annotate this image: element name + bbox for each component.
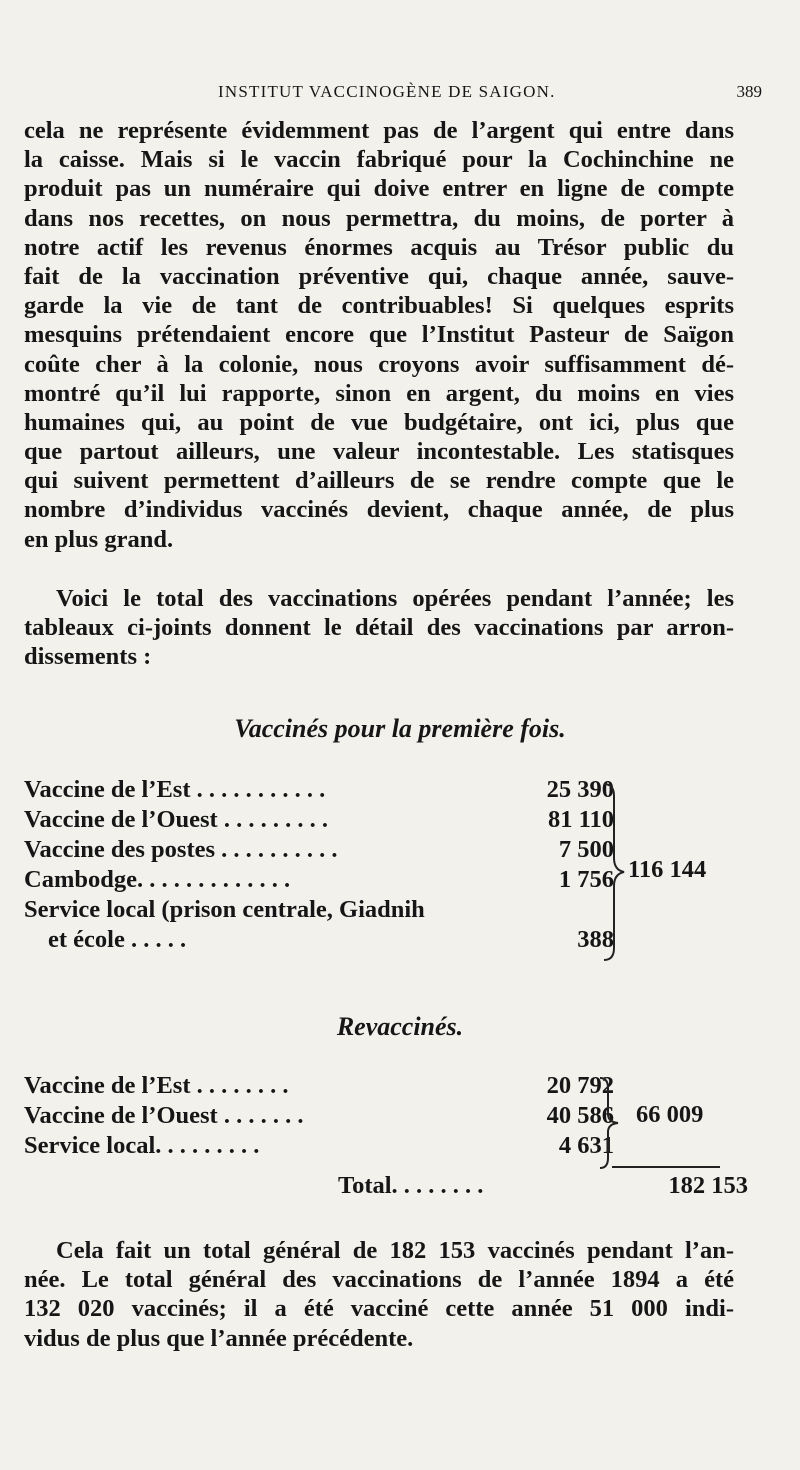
text-line: dans nos recettes, on nous permettra, du moins, de porter à: [24, 204, 734, 232]
first-time-group-total: 116 144: [628, 856, 707, 883]
running-head: [0, 80, 800, 110]
row-label: Cambodge. . . . . . . . . . . . .: [24, 866, 291, 893]
row-label: Vaccine de l’Est . . . . . . . . . . .: [24, 776, 326, 803]
row-label: Vaccine de l’Ouest . . . . . . .: [24, 1102, 304, 1129]
text-line: nombre d’individus vaccinés devient, chaque année, de plus: [24, 496, 734, 524]
paragraph-2: [24, 584, 734, 672]
text-line: en plus grand.: [24, 525, 174, 553]
brace-revaccinated: [596, 1076, 626, 1170]
text-line: notre actif les revenus énormes acquis au Trésor public du: [24, 233, 734, 261]
table-row: [24, 1132, 764, 1162]
grand-total-value: 182 153: [668, 1172, 748, 1199]
row-value: 1 756: [558, 866, 614, 893]
row-value: 4 631: [558, 1132, 614, 1159]
revaccinated-group-total: 66 009: [636, 1101, 704, 1128]
running-head-title: INSTITUT VACCINOGÈNE DE SAIGON.: [218, 82, 556, 101]
row-value: 388: [577, 926, 614, 953]
row-value: 81 110: [547, 806, 614, 833]
table-row: [24, 776, 764, 806]
row-label: Service local. . . . . . . . .: [24, 1132, 260, 1159]
text-line: mesquins prétendaient encore que l’Institut Pasteur de Saïgon: [24, 321, 734, 349]
row-label: et école . . . . .: [48, 926, 187, 953]
table-row: [24, 806, 764, 836]
row-value: 25 390: [546, 776, 614, 803]
text-line: que partout ailleurs, une valeur incontestable. Les statisques: [24, 438, 734, 466]
row-value: 40 586: [546, 1102, 614, 1129]
row-label: Vaccine de l’Est . . . . . . . .: [24, 1072, 289, 1099]
text-line: tableaux ci-joints donnent le détail des vaccinations par arron-: [24, 614, 734, 642]
row-value: 20 792: [546, 1072, 614, 1099]
row-label: Service local (prison centrale, Giadnih: [24, 896, 425, 923]
row-label: Vaccine de l’Ouest . . . . . . . . .: [24, 806, 328, 833]
text-line: garde la vie de tant de contribuables! Si quelques esprits: [24, 292, 734, 320]
text-line: Cela fait un total général de 182 153 vaccinés pendant l’an-: [56, 1237, 734, 1264]
text-line: 132 020 vaccinés; il a été vacciné cette année 51 000 indi-: [24, 1295, 734, 1323]
grand-total-label: Total. . . . . . . .: [338, 1172, 484, 1199]
text-line: coûte cher à la colonie, nous croyons avoir suffisamment dé-: [24, 350, 734, 378]
table-row: [24, 1072, 764, 1102]
text-line: vidus de plus que l’année précédente.: [24, 1324, 414, 1352]
text-line: née. Le total général des vaccinations de l’année 1894 a été: [24, 1266, 734, 1294]
text-line: qui suivent permettent d’ailleurs de se rendre compte que le: [24, 467, 734, 495]
text-line: fait de la vaccination préventive qui, chaque année, sauve-: [24, 262, 734, 290]
page-number: 389: [736, 82, 762, 101]
paragraph-1: [24, 116, 734, 554]
text-line: montré qu’il lui rapporte, sinon en argent, du moins en vies: [24, 379, 734, 407]
brace-first-time: [600, 782, 630, 962]
text-line: dissements :: [24, 643, 152, 671]
text-line: Voici le total des vaccinations opérées pendant l’année; les: [56, 585, 734, 612]
paragraph-3: [24, 1236, 734, 1353]
text-line: humaines qui, au point de vue budgétaire, ont ici, plus que: [24, 408, 734, 436]
section-title-revaccinated: Revaccinés.: [336, 1012, 464, 1041]
total-rule: [612, 1166, 720, 1168]
section-title-first-time: Vaccinés pour la première fois.: [234, 714, 566, 743]
text-line: produit pas un numéraire qui doive entrer en ligne de compte: [24, 175, 734, 203]
grand-total-row: [24, 1172, 764, 1202]
text-line: cela ne représente évidemment pas de l’argent qui entre dans: [24, 117, 734, 144]
text-line: la caisse. Mais si le vaccin fabriqué pour la Cochinchine ne: [24, 146, 734, 174]
table-row: [24, 896, 764, 926]
table-row: [24, 926, 764, 956]
row-value: 7 500: [558, 836, 614, 863]
row-label: Vaccine des postes . . . . . . . . . .: [24, 836, 338, 863]
